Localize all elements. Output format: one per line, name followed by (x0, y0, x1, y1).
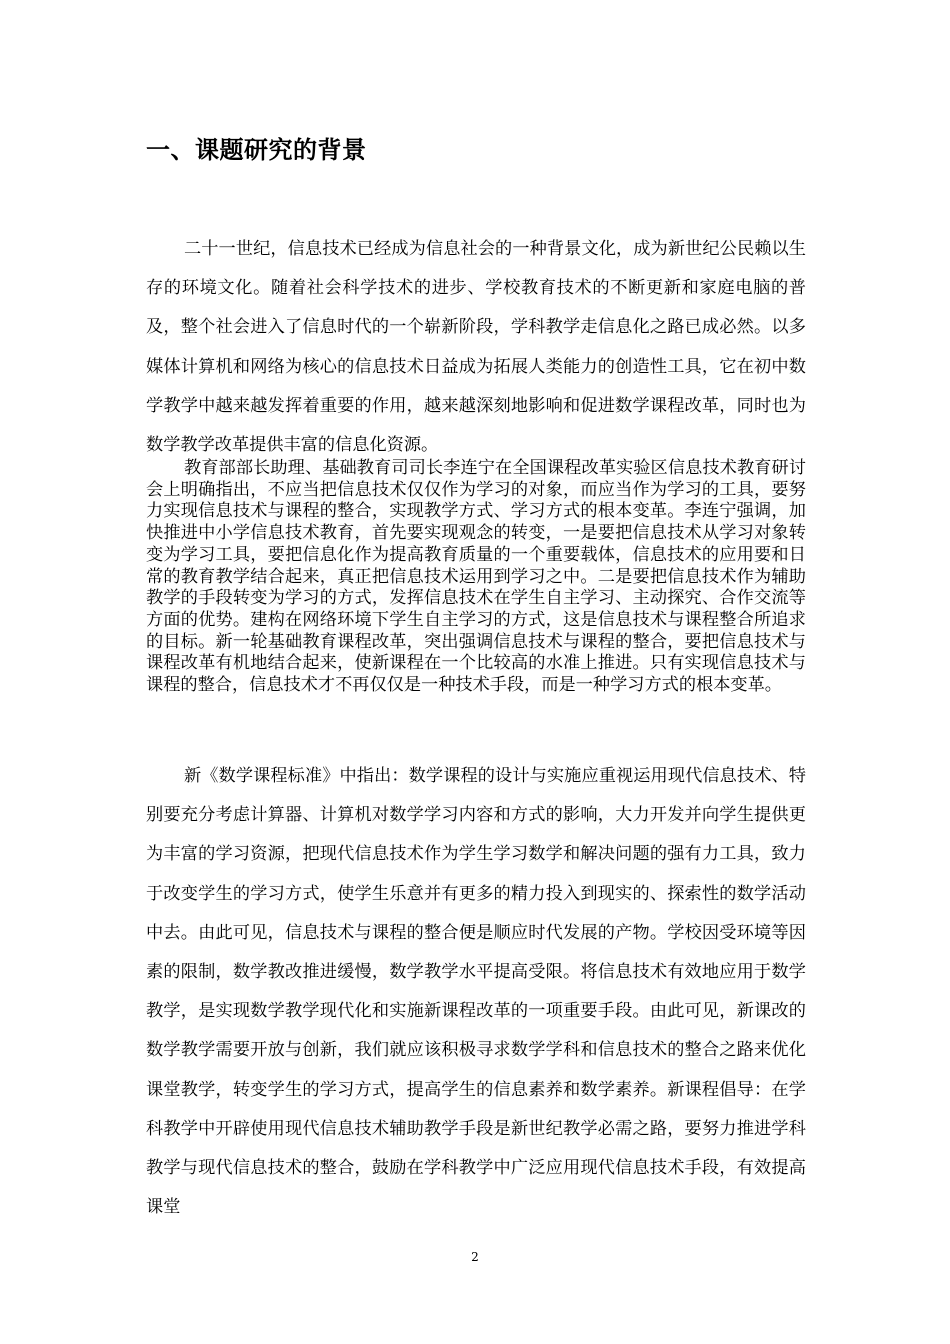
paragraph-background-3: 新《数学课程标准》中指出：数学课程的设计与实施应重视运用现代信息技术、特别要充分考虑计算器、计算机对数学学习内容和方式的影响，大力开发并向学生提供更为丰富的学习资源，把现代信息技术作为学生学习数学和解决问题的强有力工具，致力于改变学生的学习方式，使学生乐意并有更多的精力投入到现实的、探索性的数学活动中去。由此可见，信息技术与课程的整合便是顺应时代发展的产物。学校因受环境等因素的限制，数学教改推进缓慢，数学教学水平提高受限。将信息技术有效地应用于数学教学，是实现数学教学现代化和实施新课程改革的一项重要手段。由此可见，新课改的数学教学需要开放与创新，我们就应该积极寻求数学学科和信息技术的整合之路来优化课堂教学，转变学生的学习方式，提高学生的信息素养和数学素养。新课程倡导：在学科教学中开辟使用现代信息技术辅助教学手段是新世纪教学必需之路，要努力推进学科教学与现代信息技术的整合，鼓励在学科教学中广泛应用现代信息技术手段，有效提高课堂 (146, 766, 806, 1218)
paragraph-background-2: 教育部部长助理、基础教育司司长李连宁在全国课程改革实验区信息技术教育研讨会上明确指出，不应当把信息技术仅仅作为学习的对象，而应当作为学习的工具，要努力实现信息技术与课程的整合，实现教学方式、学习方式的根本变革。李连宁强调，加快推进中小学信息技术教育，首先要实现观念的转变，一是要把信息技术从学习对象转变为学习工具，要把信息化作为提高教育质量的一个重要载体，信息技术的应用要和日常的教育教学结合起来，真正把信息技术运用到学习之中。二是要把信息技术作为辅助教学的手段转变为学习的方式，发挥信息技术在学生自主学习、主动探究、合作交流等方面的优势。建构在网络环境下学生自主学习的方式，这是信息技术与课程整合所追求的目标。新一轮基础教育课程改革，突出强调信息技术与课程的整合，要把信息技术与课程改革有机地结合起来，使新课程在一个比较高的水准上推进。只有实现信息技术与课程的整合，信息技术才不再仅仅是一种技术手段，而是一种学习方式的根本变革。 (146, 458, 806, 696)
page-number: 2 (471, 1250, 479, 1264)
section-heading: 一、课题研究的背景 (146, 135, 367, 164)
paragraph-background-1: 二十一世纪，信息技术已经成为信息社会的一种背景文化，成为新世纪公民赖以生存的环境文化。随着社会科学技术的进步、学校教育技术的不断更新和家庭电脑的普及，整个社会进入了信息时代的一个崭新阶段，学科教学走信息化之路已成必然。以多媒体计算机和网络为核心的信息技术日益成为拓展人类能力的创造性工具，它在初中数学教学中越来越发挥着重要的作用，越来越深刻地影响和促进数学课程改革，同时也为数学教学改革提供丰富的信息化资源。 (146, 239, 806, 456)
